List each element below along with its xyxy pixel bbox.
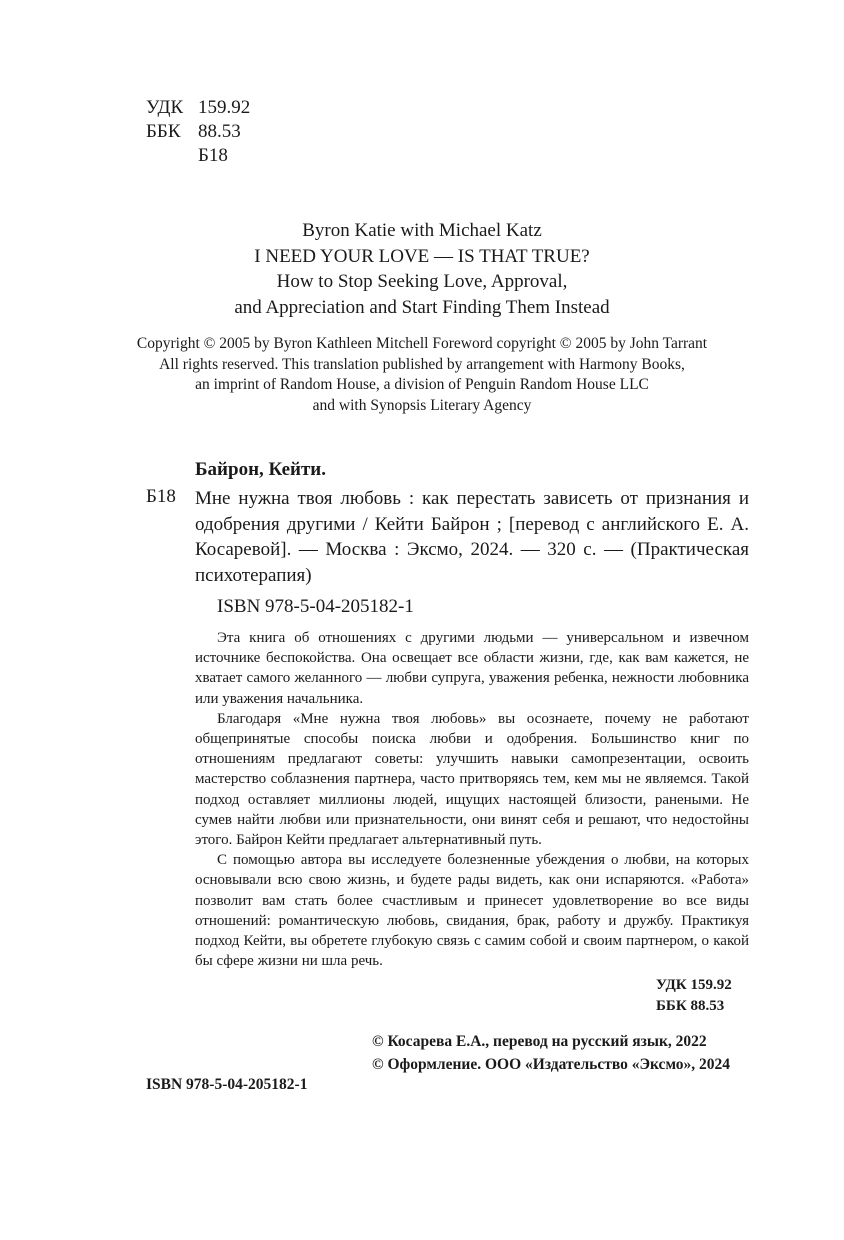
copyright-line: an imprint of Random House, a division of Penguin Random House LLC [195,376,649,393]
catalog-isbn: ISBN 978-5-04-205182-1 [217,596,414,617]
copyright-notice [0,334,844,416]
original-title: I NEED YOUR LOVE — IS THAT TRUE? [254,245,590,267]
copyright-line: Copyright © 2005 by Byron Kathleen Mitchell Foreword copyright © 2005 by John Tarrant [136,335,708,352]
author-mark-row [146,144,250,168]
original-authors: Byron Katie with Michael Katz [302,220,542,241]
classification-block [146,96,250,168]
footer-isbn: ISBN 978-5-04-205182-1 [146,1076,308,1093]
catalog-author: Байрон, Кейти. [195,459,326,480]
footer-udk: УДК 159.92 [656,977,732,993]
catalog-code: Б18 [146,486,176,507]
udk-value: 159.92 [198,97,251,118]
bbk-label: ББК [146,121,181,142]
copyright-translation: © Косарева Е.А., перевод на русский язык, 2022 [372,1033,707,1050]
catalog-description: Мне нужна твоя любовь : как перестать зависеть от признания и одобрения другими / Кейти Байрон ; [перевод с английского Е. А. Косаревой]. — Москва : Эксмо, 2024. — 320 с. — (Практическая психотерапия) [195,488,749,586]
udk-label: УДК [146,97,184,118]
bbk-value: 88.53 [198,121,241,142]
copyright-line: All rights reserved. This translation published by arrangement with Harmony Books, [159,355,685,373]
copyright-line: and with Synopsis Literary Agency [312,396,532,414]
footer-copyrights [372,1030,730,1076]
original-title-block [0,218,844,320]
bbk-row [146,120,250,144]
original-subtitle-2: and Appreciation and Start Finding Them Instead [234,296,610,318]
original-subtitle-1: How to Stop Seeking Love, Approval, [276,271,568,292]
annotation-paragraph: Эта книга об отношениях с другими людьми — универсальном и извечном источнике беспокойства. Она освещает все области жизни, где, как вам кажется, не хватает самого желанного — любви супруга, уважения ребенка, нежности любовника или уважения начальника. [195,630,749,707]
annotation-paragraph: С помощью автора вы исследуете болезненные убеждения о любви, на которых основывали всю свою жизнь, и будете рады видеть, как они испаряются. «Работа» позволит вам стать более счастливым и принесет удовлетворение во все виды отношений: романтическую любовь, свидания, брак, работу и дружбу. Практикуя подход Кейти, вы обретете глубокую связь с самим собой и своим партнером, о какой бы сфере жизни ни шла речь. [195,852,749,970]
annotation [195,628,749,971]
footer-classification [656,975,732,1017]
author-mark: Б18 [198,145,228,166]
copyright-design: © Оформление. ООО «Издательство «Эксмо», 2024 [372,1056,731,1073]
annotation-paragraph: Благодаря «Мне нужна твоя любовь» вы осознаете, почему не работают общепринятые способы поиска любви и одобрения. Большинство книг по отношениям предлагают советы: улучшить навыки самопрезентации, освоить мастерство соблазнения партнера, часто притворяясь тем, кем мы не являемся. Такой подход оставляет миллионы людей, ищущих настоящей близости, ранеными. Не сумев найти любви или признательности, они винят себя и решают, что недостойны этого. Байрон Кейти предлагает альтернативный путь. [195,710,749,849]
footer-bbk: ББК 88.53 [656,998,725,1014]
udk-row [146,96,250,120]
